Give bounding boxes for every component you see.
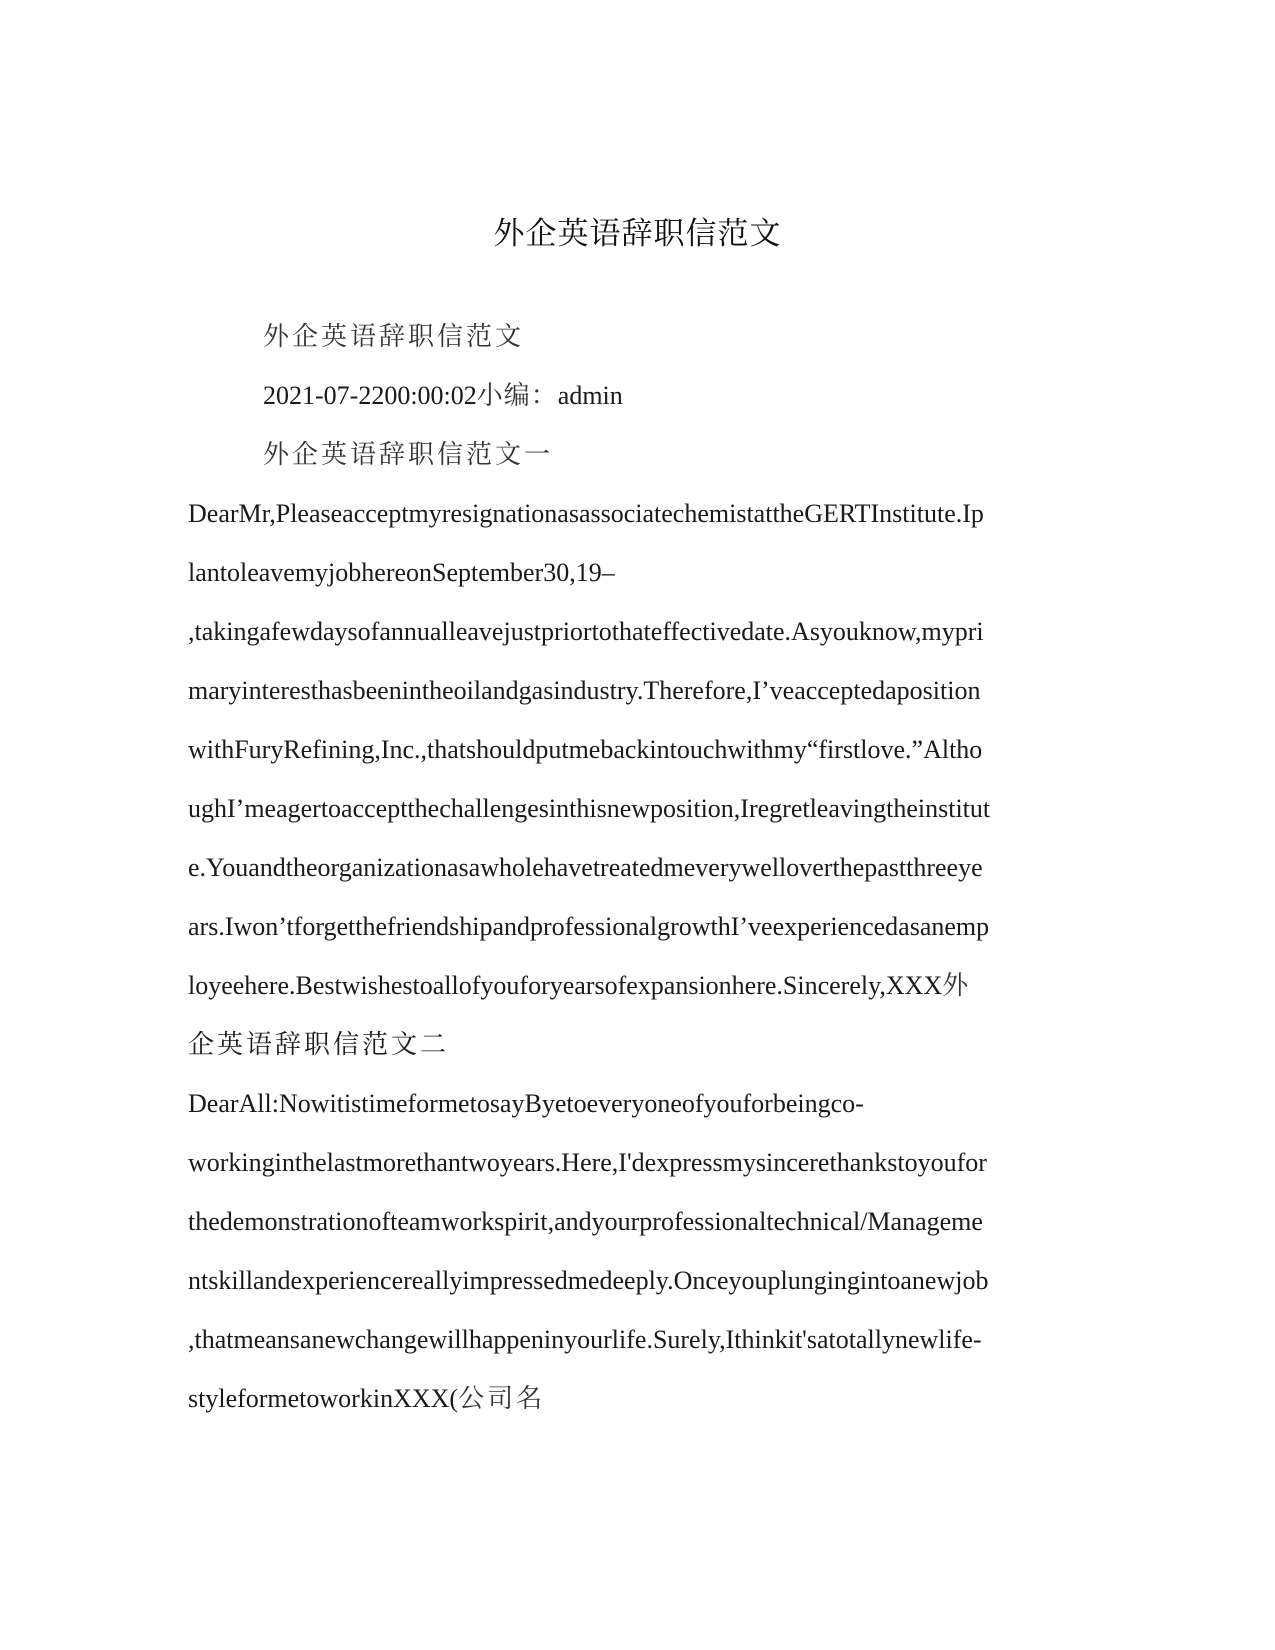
body-line: DearMr,PleaseacceptmyresignationasassociatechemistattheGERTInstitute.Ip	[188, 499, 984, 528]
meta-editor-name: admin	[557, 381, 623, 410]
section1-heading: 外企英语辞职信范文一	[263, 440, 554, 470]
body-line: ars.Iwon’tforgetthefriendshipandprofessionalgrowthI’veexperiencedasanemp	[188, 912, 990, 941]
section2-heading: 企英语辞职信范文二	[188, 1030, 450, 1060]
body-line-text: styleformetoworkinXXX(	[188, 1384, 459, 1413]
body-line: thedemonstrationofteamworkspirit,andyourprofessionaltechnical/Manageme	[188, 1207, 983, 1236]
meta-datetime: 2021-07-2200:00:02	[263, 381, 477, 410]
body-line-cjk: 公司名	[458, 1384, 546, 1414]
body-line-cjk: 外	[942, 971, 972, 1001]
meta-line	[263, 379, 623, 413]
body-line: ughI’meagertoacceptthechallengesinthisnewposition,Iregretleavingtheinstitut	[188, 794, 991, 823]
body-line	[188, 969, 971, 1003]
body-line: ntskillandexperiencereallyimpressedmedeeply.Onceyouplungingintoanewjob	[188, 1266, 989, 1295]
header-title-repeat: 外企英语辞职信范文	[263, 322, 525, 352]
body-line: maryinteresthasbeenintheoilandgasindustry.Therefore,I’veacceptedaposition	[188, 676, 981, 705]
body-line	[188, 1382, 545, 1416]
body-line: lantoleavemyjobhereonSeptember30,19–	[188, 558, 615, 587]
body-line: workinginthelastmorethantwoyears.Here,I'dexpressmysincerethankstoyoufor	[188, 1148, 987, 1177]
body-line: withFuryRefining,Inc.,thatshouldputmebackintouchwithmy“firstlove.”Altho	[188, 735, 983, 764]
document-title: 外企英语辞职信范文	[493, 216, 782, 252]
body-line: DearAll:NowitistimeformetosayByetoeveryoneofyouforbeingco-	[188, 1089, 864, 1118]
body-line: ,takingafewdaysofannualleavejustpriortothateffectivedate.Asyouknow,mypri	[188, 617, 984, 646]
body-line-text: loyeehere.Bestwishestoallofyouforyearsofexpansionhere.Sincerely,XXX	[188, 971, 943, 1000]
body-line: ,thatmeansanewchangewillhappeninyourlife.Surely,Ithinkit'satotallynewlife-	[188, 1325, 982, 1354]
body-line: e.Youandtheorganizationasawholehavetreatedmeverywelloverthepastthreeye	[188, 853, 983, 882]
meta-editor-label: 小编：	[476, 381, 558, 411]
